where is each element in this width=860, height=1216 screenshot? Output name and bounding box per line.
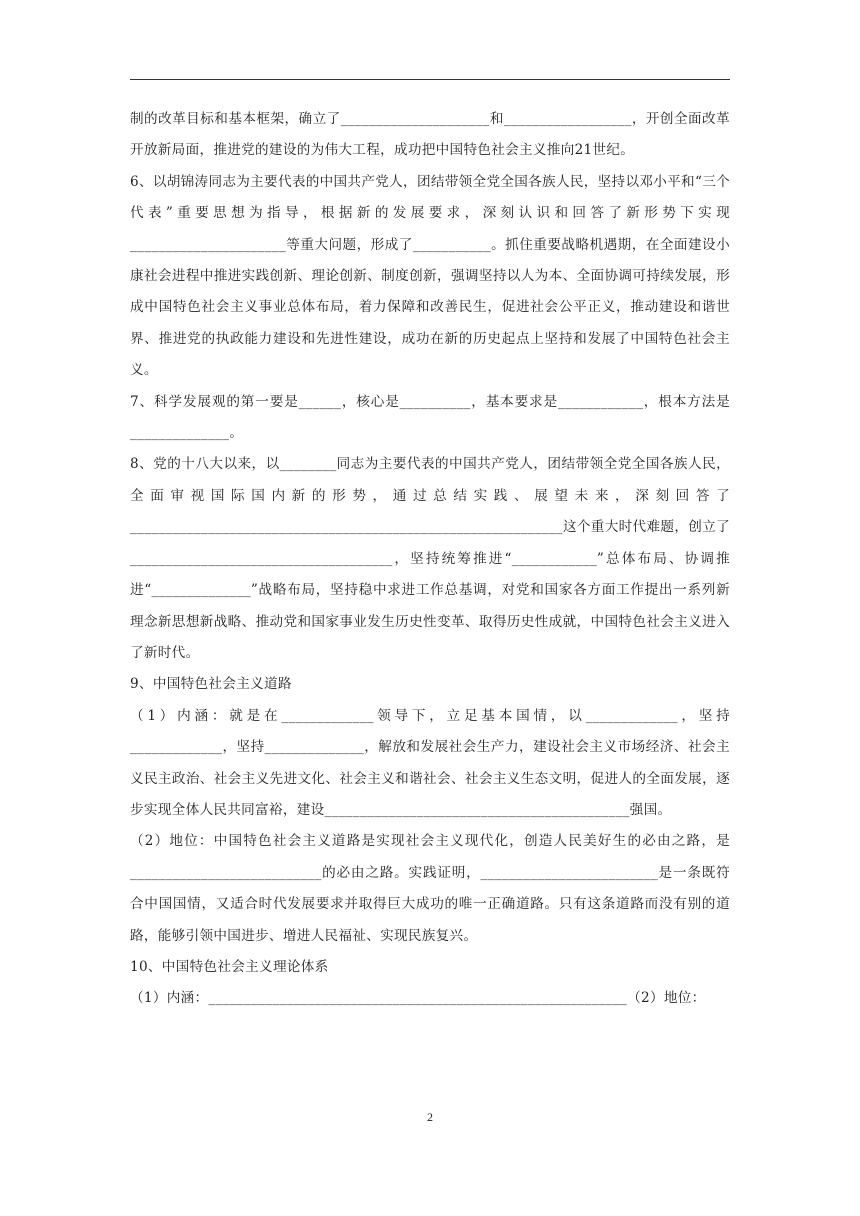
paragraph-item-9-2: （2）地位：中国特色社会主义道路是实现社会主义现代化，创造人民美好生的必由之路，是___________________________的必由之路。实践证明，_________________________是一条既符合中国国情，又适合时代发展要求并取得巨大成功的唯一正确道路。只有这条道路而没有别的道路，能够引领中国进步、增进人民福祉、实现民族复兴。: [130, 833, 730, 944]
paragraph-item-8: 8、党的十八大以来，以________同志为主要代表的中国共产党人，团结带领全党全国各族人民，全面审视国际国内新的形势，通过总结实践、展望未来，深刻回答了_____________________________________________________________这个重大时代难题，创立了_____________________________________，坚持统筹推进“____________”总体布局、协调推进“______________”战略布局，坚持稳中求进工作总基调，对党和国家各方面工作提出一系列新理念新思想新战略、推动党和国家事业发生历史性变革、取得历史性成就，中国特色社会主义进入了新时代。: [130, 456, 730, 661]
paragraph-item-10-1: （1）内涵：___________________________________________________________（2）地位：: [130, 990, 706, 1007]
paragraph-item-9-1: （1）内涵：就是在_____________领导下，立足基本国情，以_____________，坚持_____________，坚持______________，解放和发展社会生产力，建设社会主义市场经济、社会主义民主政治、社会主义先进文化、社会主义和谐社会、社会主义生态文明，促进人的全面发展，逐步实现全体人民共同富裕，建设___________________________________________强国。: [130, 707, 730, 818]
paragraph-item-7: 7、科学发展观的第一要是______，核心是__________，基本要求是____________，根本方法是______________。: [130, 393, 730, 442]
heading-item-10: 10、中国特色社会主义理论体系: [130, 958, 329, 975]
heading-item-9: 9、中国特色社会主义道路: [130, 676, 292, 693]
page-number: 2: [427, 1110, 433, 1124]
paragraph-item-6: 6、以胡锦涛同志为主要代表的中国共产党人，团结带领全党全国各族人民，坚持以邓小平和“三个代表”重要思想为指导，根据新的发展要求，深刻认识和回答了新形势下实现______________________等重大问题，形成了___________。抓住重要战略机遇期，在全面建设小康社会进程中推进实践创新、理论创新、制度创新，强调坚持以人为本、全面协调可持续发展，形成中国特色社会主义事业总体布局，着力保障和改善民生，促进社会公平正义，推动建设和谐世界、推进党的执政能力建设和先进性建设，成功在新的历史起点上坚持和发展了中国特色社会主义。: [130, 173, 730, 379]
paragraph-1: 制的改革目标和基本框架，确立了_____________________和__________________，开创全面改革开放新局面，推进党的建设的为伟大工程，成功把中国特色社会主义推向21世纪。: [130, 111, 730, 159]
document-body: [130, 104, 730, 1015]
header-rule: [130, 79, 730, 80]
